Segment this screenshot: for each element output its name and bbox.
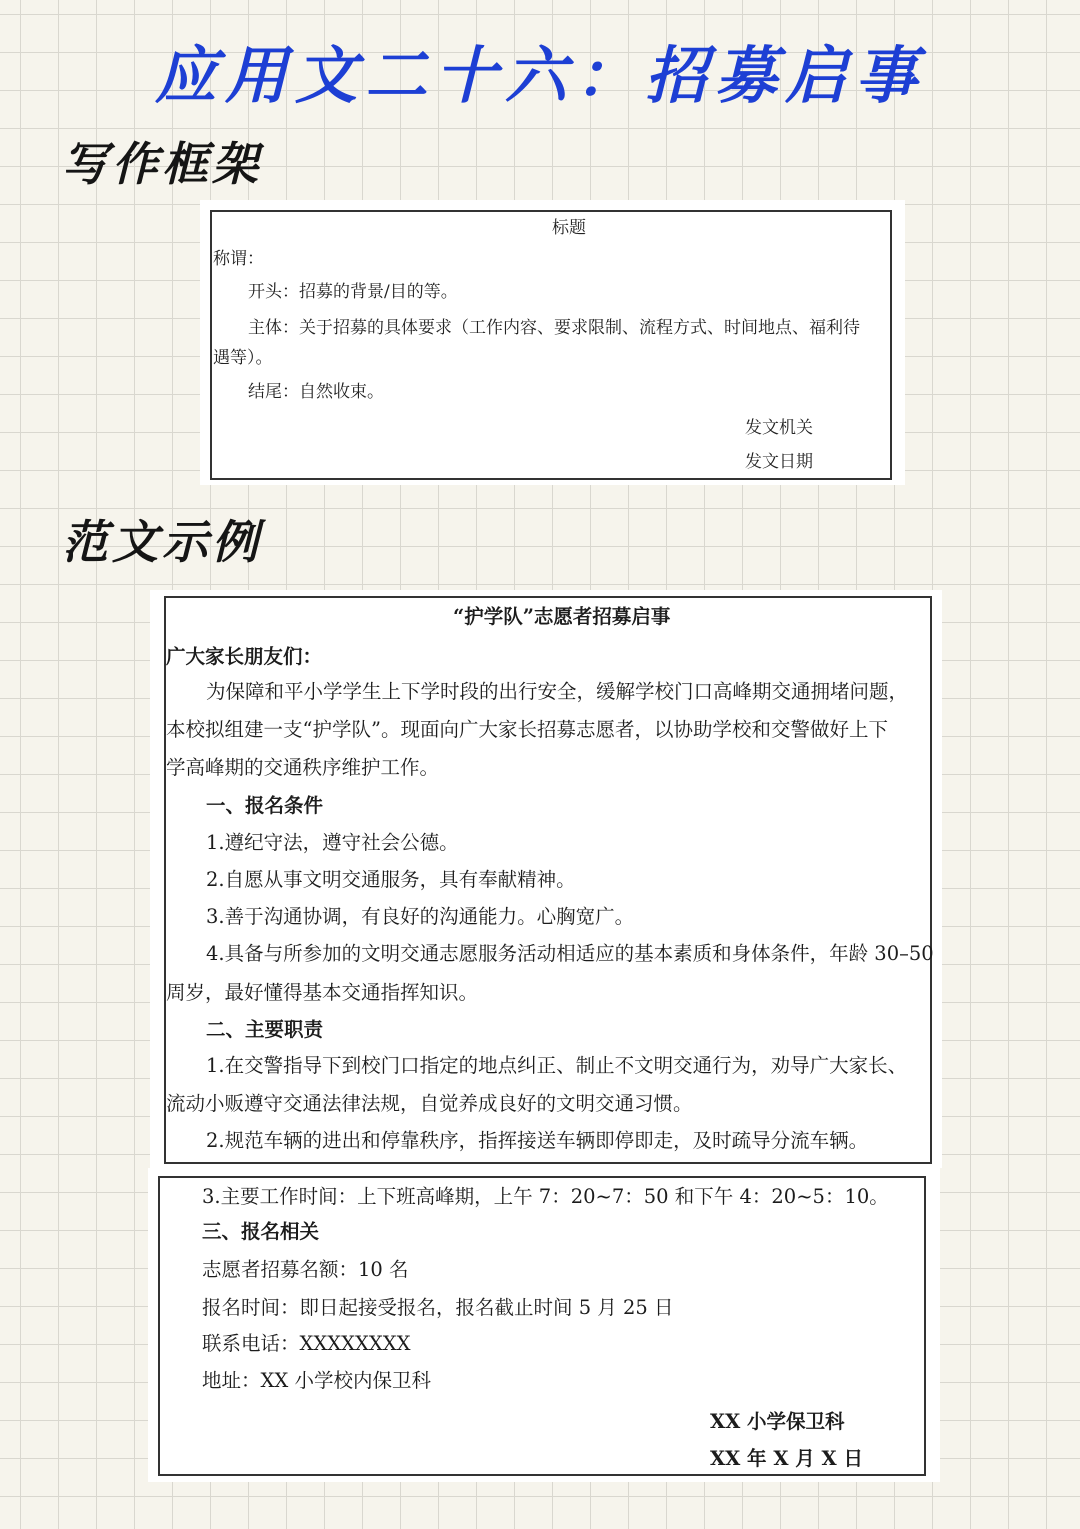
contact-phone: 联系电话：XXXXXXXX [202, 1332, 411, 1355]
duty-2: 2.规范车辆的进出和停靠秩序，指挥接送车辆即停即走，及时疏导分流车辆。 [206, 1129, 869, 1152]
signup-time: 报名时间：即日起接受报名，报名截止时间 5 月 25 日 [202, 1296, 674, 1319]
example-page-1 [150, 590, 942, 1168]
framework-card [200, 200, 905, 485]
framework-body-line2: 遇等）。 [213, 348, 273, 368]
condition-4-line-2: 周岁，最好懂得基本交通指挥知识。 [166, 981, 479, 1004]
section-2-title: 二、主要职责 [206, 1018, 324, 1041]
example-page-2 [148, 1168, 940, 1482]
condition-2: 2.自愿从事文明交通服务，具有奉献精神。 [206, 868, 576, 891]
intro-line-3: 学高峰期的交通秩序维护工作。 [166, 756, 440, 779]
duty-1-line-1: 1.在交警指导下到校门口指定的地点纠正、制止不文明交通行为，劝导广大家长、 [206, 1054, 908, 1077]
duty-1-line-2: 流动小贩遵守交通法律法规，自觉养成良好的文明交通习惯。 [166, 1092, 693, 1115]
framework-opening: 开头：招募的背景/目的等。 [248, 282, 458, 302]
example-title: “护学队”志愿者招募启事 [453, 605, 671, 628]
example-salutation: 广大家长朋友们： [166, 645, 323, 668]
section-1-title: 一、报名条件 [206, 794, 324, 817]
intro-line-1: 为保障和平小学学生上下学时段的出行安全，缓解学校门口高峰期交通拥堵问题， [206, 680, 909, 703]
framework-salutation: 称谓： [213, 249, 264, 269]
framework-title: 标题 [552, 218, 586, 238]
framework-frame [210, 210, 892, 480]
example-heading: 范文示例 [62, 515, 262, 569]
example-date: XX 年 X 月 X 日 [710, 1447, 863, 1470]
framework-body-line1: 主体：关于招募的具体要求（工作内容、要求限制、流程方式、时间地点、福利待 [248, 318, 860, 338]
condition-1: 1.遵纪守法，遵守社会公德。 [206, 831, 459, 854]
condition-3: 3.善于沟通协调，有良好的沟通能力。心胸宽广。 [206, 905, 635, 928]
framework-heading: 写作框架 [62, 137, 262, 191]
duty-3: 3.主要工作时间：上下班高峰期，上午 7：20~7：50 和下午 4：20~5：10。 [202, 1185, 889, 1208]
framework-issuer: 发文机关 [745, 418, 813, 438]
section-3-title: 三、报名相关 [202, 1220, 320, 1243]
address: 地址：XX 小学校内保卫科 [202, 1369, 431, 1392]
quota: 志愿者招募名额：10 名 [202, 1258, 409, 1281]
intro-line-2: 本校拟组建一支“护学队”。现面向广大家长招募志愿者，以协助学校和交警做好上下 [166, 718, 888, 741]
page-title: 应用文二十六：招募启事 [154, 39, 925, 112]
framework-ending: 结尾：自然收束。 [248, 382, 384, 402]
condition-4-line-1: 4.具备与所参加的文明交通志愿服务活动相适应的基本素质和身体条件，年龄 30–50 [206, 942, 934, 965]
example-issuer: XX 小学保卫科 [710, 1410, 845, 1433]
framework-date: 发文日期 [745, 452, 813, 472]
